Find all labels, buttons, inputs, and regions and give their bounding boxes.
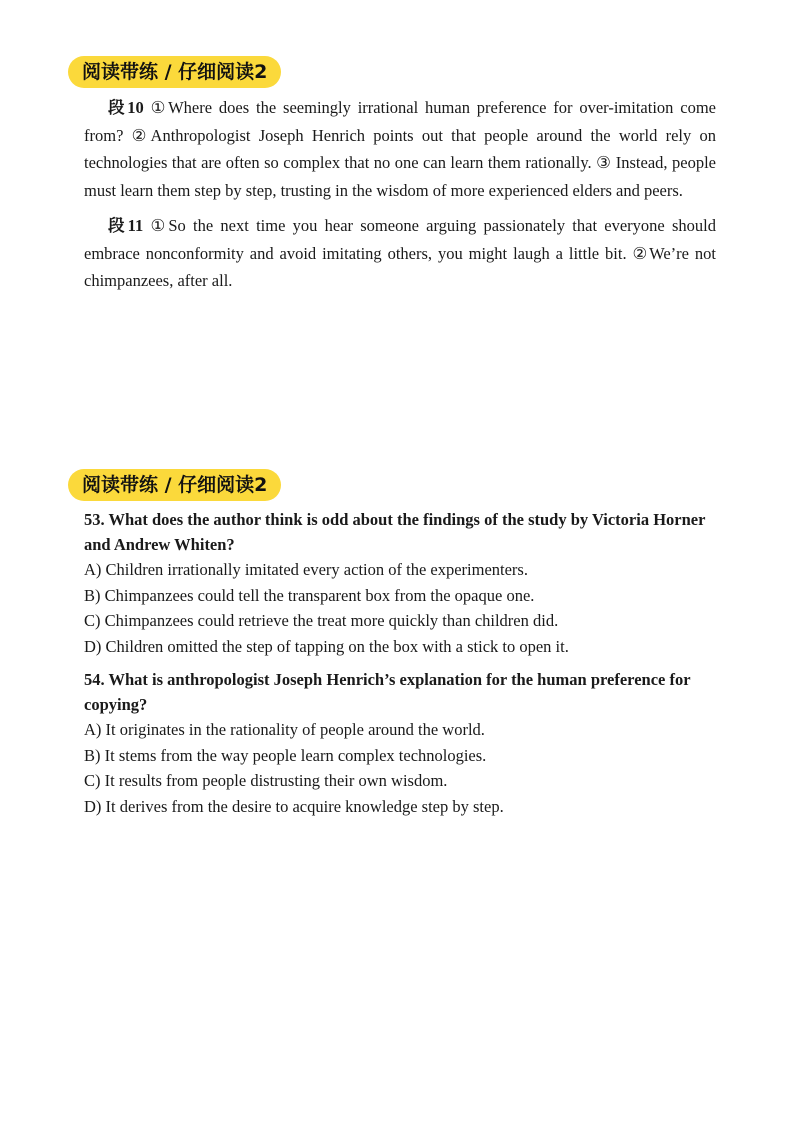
paragraph-11 <box>84 212 716 295</box>
option-a: A) Children irrationally imitated every action of the experimenters. <box>84 560 528 579</box>
passage <box>84 94 716 303</box>
paragraph-number: 段10 <box>108 98 144 117</box>
paragraph-10 <box>84 94 716 204</box>
paragraph-text: ①So the next time you hear someone arguing passionately that everyone should embrace nonconformity and avoid imitating others, you might laugh a little bit. ②We’re not chimpanzees, after all. <box>84 216 716 290</box>
question-53 <box>84 507 716 659</box>
section-tag: 阅读带练 / 仔细阅读2 <box>68 469 281 501</box>
option-c: C) Chimpanzees could retrieve the treat more quickly than children did. <box>84 611 559 630</box>
option-b: B) Chimpanzees could tell the transparent box from the opaque one. <box>84 585 535 605</box>
paragraph-number: 段11 <box>108 216 144 235</box>
section-tag: 阅读带练 / 仔细阅读2 <box>68 56 281 88</box>
option-a: A) It originates in the rationality of people around the world. <box>84 720 485 739</box>
paragraph-text: ①Where does the seemingly irrational human preference for over-imitation come from? ②Anthropologist Joseph Henrich points out that people around the world rely on technologies that are often so complex that no one can learn them rationally. ③ Instead, people must learn them step by step, trusting in the wisdom of more experienced elders and peers. <box>84 98 716 200</box>
option-d: D) It derives from the desire to acquire knowledge step by step. <box>84 796 504 816</box>
option-c: C) It results from people distrusting their own wisdom. <box>84 771 448 790</box>
option-b: B) It stems from the way people learn complex technologies. <box>84 745 487 765</box>
question-54 <box>84 667 716 819</box>
question-text: 53. What does the author think is odd about the findings of the study by Victoria Horner and Andrew Whiten? <box>84 510 706 554</box>
questions <box>84 507 716 827</box>
question-text: 54. What is anthropologist Joseph Henrich’s explanation for the human preference for copying? <box>84 670 691 714</box>
option-d: D) Children omitted the step of tapping on the box with a stick to open it. <box>84 636 569 656</box>
